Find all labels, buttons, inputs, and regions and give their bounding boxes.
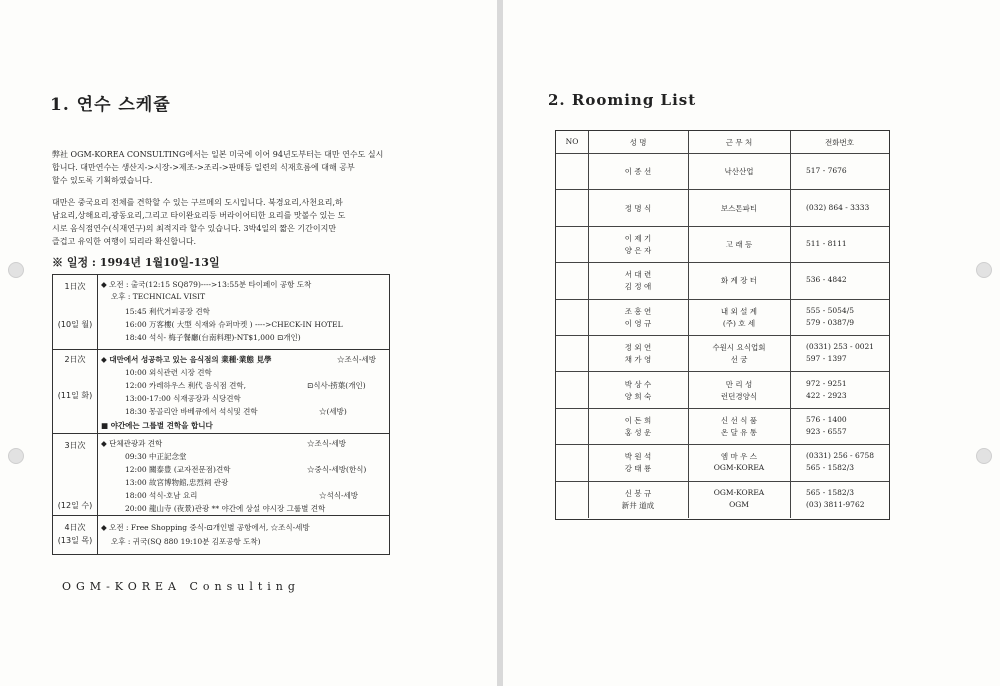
- cell-text: 박 상 수: [624, 379, 652, 389]
- cell-text: 김 정 애: [624, 282, 652, 292]
- header-no: NO: [565, 137, 579, 146]
- meal-note: ☆석식-세방: [319, 491, 359, 500]
- cell-text: 홍 성 운: [624, 427, 652, 437]
- table-cell: [556, 263, 589, 299]
- activity-line: 18:40 석식- 梅子餐廳(台南料理)-NT$1,000 ⊡개인): [125, 333, 301, 342]
- table-cell: [688, 409, 791, 445]
- activity-line: 13:00 故宮博物館,忠烈祠 관광: [125, 478, 229, 487]
- activity-line: ◆ 단체관광과 견학: [101, 439, 163, 448]
- table-row: [556, 153, 889, 190]
- intro-line: 弊社 OGM-KOREA CONSULTING에서는 일본 미국에 이어 94년도부터는 대만 연수도 실시: [52, 150, 384, 159]
- table-cell: [556, 154, 589, 190]
- meal-note: ⊡식사-捞葉(개인): [307, 381, 366, 390]
- cell-text: 화 계 장 터: [720, 276, 758, 286]
- cell-text: 이 제 기: [624, 233, 652, 243]
- rooming-table: [555, 130, 890, 520]
- cell-text: 조 흥 연: [624, 306, 652, 316]
- day-cell: [53, 275, 98, 349]
- table-cell: [556, 300, 589, 336]
- cell-text: 정 외 연: [624, 343, 652, 353]
- cell-text: 고 래 등: [725, 239, 753, 249]
- cell-text: 923 - 6557: [806, 426, 847, 436]
- cell-text: 서 대 련: [624, 270, 652, 280]
- table-cell: [688, 372, 791, 408]
- table-cell: [790, 263, 889, 299]
- day-label: 2日次: [64, 355, 86, 364]
- table-cell: [588, 300, 689, 336]
- table-row: [556, 408, 889, 445]
- cell-text: 정 명 식: [624, 203, 652, 213]
- day-date: (12일 수): [57, 501, 93, 510]
- table-cell: [588, 190, 689, 226]
- cell-text: 엠 마 우 스: [720, 452, 758, 462]
- cell-text: 이 영 규: [624, 318, 652, 328]
- rooming-section-title: 2. Rooming List: [548, 91, 697, 109]
- table-cell: [588, 372, 689, 408]
- table-cell: [588, 445, 689, 481]
- table-header-row: [556, 131, 889, 153]
- cell-text: 런던경양식: [720, 391, 758, 401]
- cell-text: 낙산산업: [724, 167, 754, 177]
- cell-text: (03) 3811-9762: [806, 499, 865, 509]
- schedule-row-day2: [53, 349, 389, 434]
- table-cell: [588, 409, 689, 445]
- table-cell: [688, 154, 791, 190]
- table-cell: [588, 263, 689, 299]
- cell-text: 박 원 석: [624, 452, 652, 462]
- cell-text: 972 - 9251: [806, 378, 847, 388]
- intro-line: 합니다. 대만연수는 생산지->시장->제조->조리->판매등 일련의 식재흐름에 대해 공부: [52, 163, 355, 172]
- table-cell: [688, 482, 791, 518]
- schedule-row-day1: [53, 275, 389, 349]
- day-date: (11일 화): [57, 391, 93, 400]
- intro-line: 할수 있도록 기획하였습니다.: [52, 176, 153, 185]
- cell-text: (032) 864 - 3333: [806, 202, 870, 212]
- cell-text: 만 리 성: [725, 379, 753, 389]
- cell-text: OGM-KOREA: [713, 487, 765, 497]
- cell-text: 536 - 4842: [806, 275, 847, 285]
- intro-line: 시로 음식점연수(식재연구)의 최적지라 할수 있습니다. 3박4일의 짧은 기간이지만: [52, 224, 337, 233]
- cell-text: 555 - 5054/5: [806, 305, 855, 315]
- day-cell: [53, 434, 98, 516]
- table-cell: [556, 227, 589, 263]
- table-cell: [556, 482, 589, 518]
- cell-text: 511 - 8111: [806, 238, 847, 248]
- table-cell: [790, 336, 889, 372]
- table-row: [556, 335, 889, 372]
- meal-note: ☆조식-세방: [307, 439, 347, 448]
- cell-text: 양 희 숙: [624, 391, 652, 401]
- activity-line: 12:00 關泰豊 (교자전문점)견학: [125, 465, 231, 474]
- activity-line: ◆ 오전 : Free Shopping 중식-⊡개인별 공항에서, ☆조식-세방: [101, 523, 310, 532]
- cell-text: 온 달 유 통: [720, 427, 758, 437]
- activity-line: ■ 야간에는 그룹별 견학을 합니다: [101, 421, 213, 430]
- activity-line: ◆ 오전 : 출국(12:15 SQ879)---->13:55분 타이페이 공항 도착: [101, 280, 312, 289]
- activity-line: 18:00 석식-호남 요리: [125, 491, 198, 500]
- cell-text: 517 - 7676: [806, 166, 847, 176]
- table-cell: [790, 300, 889, 336]
- intro-line: 대만은 중국요리 전체를 견학할 수 있는 구르메의 도시입니다. 북경요리,사천요리,하: [52, 198, 343, 207]
- activity-line: 오후 : 귀국(SQ 880 19:10분 김포공항 도착): [111, 537, 261, 546]
- meal-note: ☆중식-세방(한식): [307, 465, 367, 474]
- cell-text: OGM: [729, 499, 749, 509]
- table-cell: [688, 263, 791, 299]
- day-cell: [53, 350, 98, 434]
- day-date: (10일 월): [57, 320, 93, 329]
- intro-line: 남요리,상해요리,광동요리,그리고 타이완요리등 버라이어티한 요리를 맛볼수 있는 도: [52, 211, 346, 220]
- table-cell: [790, 409, 889, 445]
- table-cell: [688, 445, 791, 481]
- table-row: [556, 371, 889, 408]
- schedule-row-day3: [53, 433, 389, 516]
- table-cell: [588, 336, 689, 372]
- table-cell: [688, 227, 791, 263]
- punch-hole: [8, 448, 24, 464]
- cell-text: 강 태 룡: [624, 464, 652, 474]
- cell-text: 수원시 요식업회: [712, 343, 766, 353]
- day-label: 4日次: [64, 523, 86, 532]
- table-row: [556, 189, 889, 226]
- day-label: 1日次: [64, 282, 86, 291]
- schedule-table: [52, 274, 390, 555]
- cell-text: (0331) 253 - 0021: [806, 342, 875, 352]
- cell-text: 이 돈 희: [624, 415, 652, 425]
- cell-text: (0331) 256 - 6758: [806, 451, 875, 461]
- header-name: 성 명: [629, 138, 647, 147]
- cell-text: 선 궁: [730, 355, 748, 365]
- table-cell: [688, 190, 791, 226]
- intro-paragraph-2: [52, 196, 412, 248]
- table-cell: [790, 372, 889, 408]
- cell-text: 채 가 영: [624, 355, 652, 365]
- schedule-dates: ※ 일정 : 1994년 1월10일-13일: [52, 256, 220, 269]
- cell-text: OGM-KOREA: [713, 463, 765, 473]
- cell-text: 422 - 2923: [806, 390, 847, 400]
- table-cell: [556, 336, 589, 372]
- table-cell: [556, 372, 589, 408]
- cell-text: 보스톤파티: [720, 203, 758, 213]
- cell-text: 565 - 1582/3: [806, 487, 855, 497]
- schedule-section-title: 1. 연수 스케쥴: [50, 95, 171, 115]
- table-cell: [688, 336, 791, 372]
- cell-text: (주) 호 세: [722, 318, 756, 328]
- table-cell: [790, 482, 889, 518]
- cell-text: 576 - 1400: [806, 414, 847, 424]
- table-cell: [588, 154, 689, 190]
- table-cell: [688, 300, 791, 336]
- meal-note: ☆(세방): [319, 407, 347, 416]
- activity-line: 16:00 万客樓( 大型 식재와 슈퍼마켓 ) ---->CHECK-IN HOTEL: [125, 320, 343, 329]
- table-row: [556, 226, 889, 263]
- table-cell: [790, 190, 889, 226]
- cell-text: 신 선 식 품: [720, 415, 758, 425]
- activity-line: 18:30 몽골리안 바베큐에서 석식및 견학: [125, 407, 258, 416]
- cell-text: 신 봉 규: [624, 488, 652, 498]
- table-cell: [790, 154, 889, 190]
- table-cell: [790, 227, 889, 263]
- header-phone: 전화번호: [825, 138, 854, 147]
- intro-paragraph-1: [52, 148, 412, 187]
- table-row: [556, 444, 889, 481]
- table-row: [556, 481, 889, 518]
- table-row: [556, 299, 889, 336]
- activity-line: 09:30 中正記念堂: [125, 452, 187, 461]
- meal-note: ☆조식-세방: [337, 355, 377, 364]
- cell-text: 내 외 설 계: [720, 306, 758, 316]
- cell-text: 565 - 1582/3: [806, 463, 855, 473]
- activity-line: 13:00-17:00 식재공장과 식당견학: [125, 394, 241, 403]
- company-footer: OGM-KOREA Consulting: [62, 580, 300, 593]
- punch-hole: [976, 262, 992, 278]
- table-cell: [588, 482, 689, 518]
- activity-line: 20:00 龍山寺 (夜景)관광 ** 야간에 상설 야시장 그룹별 견학: [125, 504, 326, 513]
- activity-line: 10:00 외식관련 시장 견학: [125, 368, 212, 377]
- table-cell: [556, 409, 589, 445]
- table-cell: [556, 190, 589, 226]
- punch-hole: [976, 448, 992, 464]
- day-date: (13일 목): [57, 536, 93, 545]
- cell-text: 579 - 0387/9: [806, 317, 855, 327]
- activity-line: 오후 : TECHNICAL VISIT: [111, 292, 206, 301]
- table-cell: [556, 445, 589, 481]
- day-label: 3日次: [64, 441, 86, 450]
- cell-text: 597 - 1397: [806, 354, 847, 364]
- cell-text: 新井 道成: [621, 500, 655, 510]
- table-cell: [790, 445, 889, 481]
- punch-hole: [8, 262, 24, 278]
- cell-text: 양 은 자: [624, 245, 652, 255]
- activity-line: 15:45 利代거피공장 견학: [125, 307, 210, 316]
- header-workplace: 근 무 처: [725, 138, 753, 147]
- day-cell: [53, 516, 98, 555]
- table-row: [556, 262, 889, 299]
- cell-text: 이 종 선: [624, 167, 652, 177]
- activity-line: ◆ 대만에서 성공하고 있는 음식점의 業種·業態 見學: [101, 355, 272, 364]
- intro-line: 즐겁고 유익한 여행이 되리라 확신합니다.: [52, 237, 197, 246]
- table-cell: [588, 227, 689, 263]
- activity-line: 12:00 카레하우스 利代 음식점 견학,: [125, 381, 246, 390]
- schedule-row-day4: [53, 515, 389, 555]
